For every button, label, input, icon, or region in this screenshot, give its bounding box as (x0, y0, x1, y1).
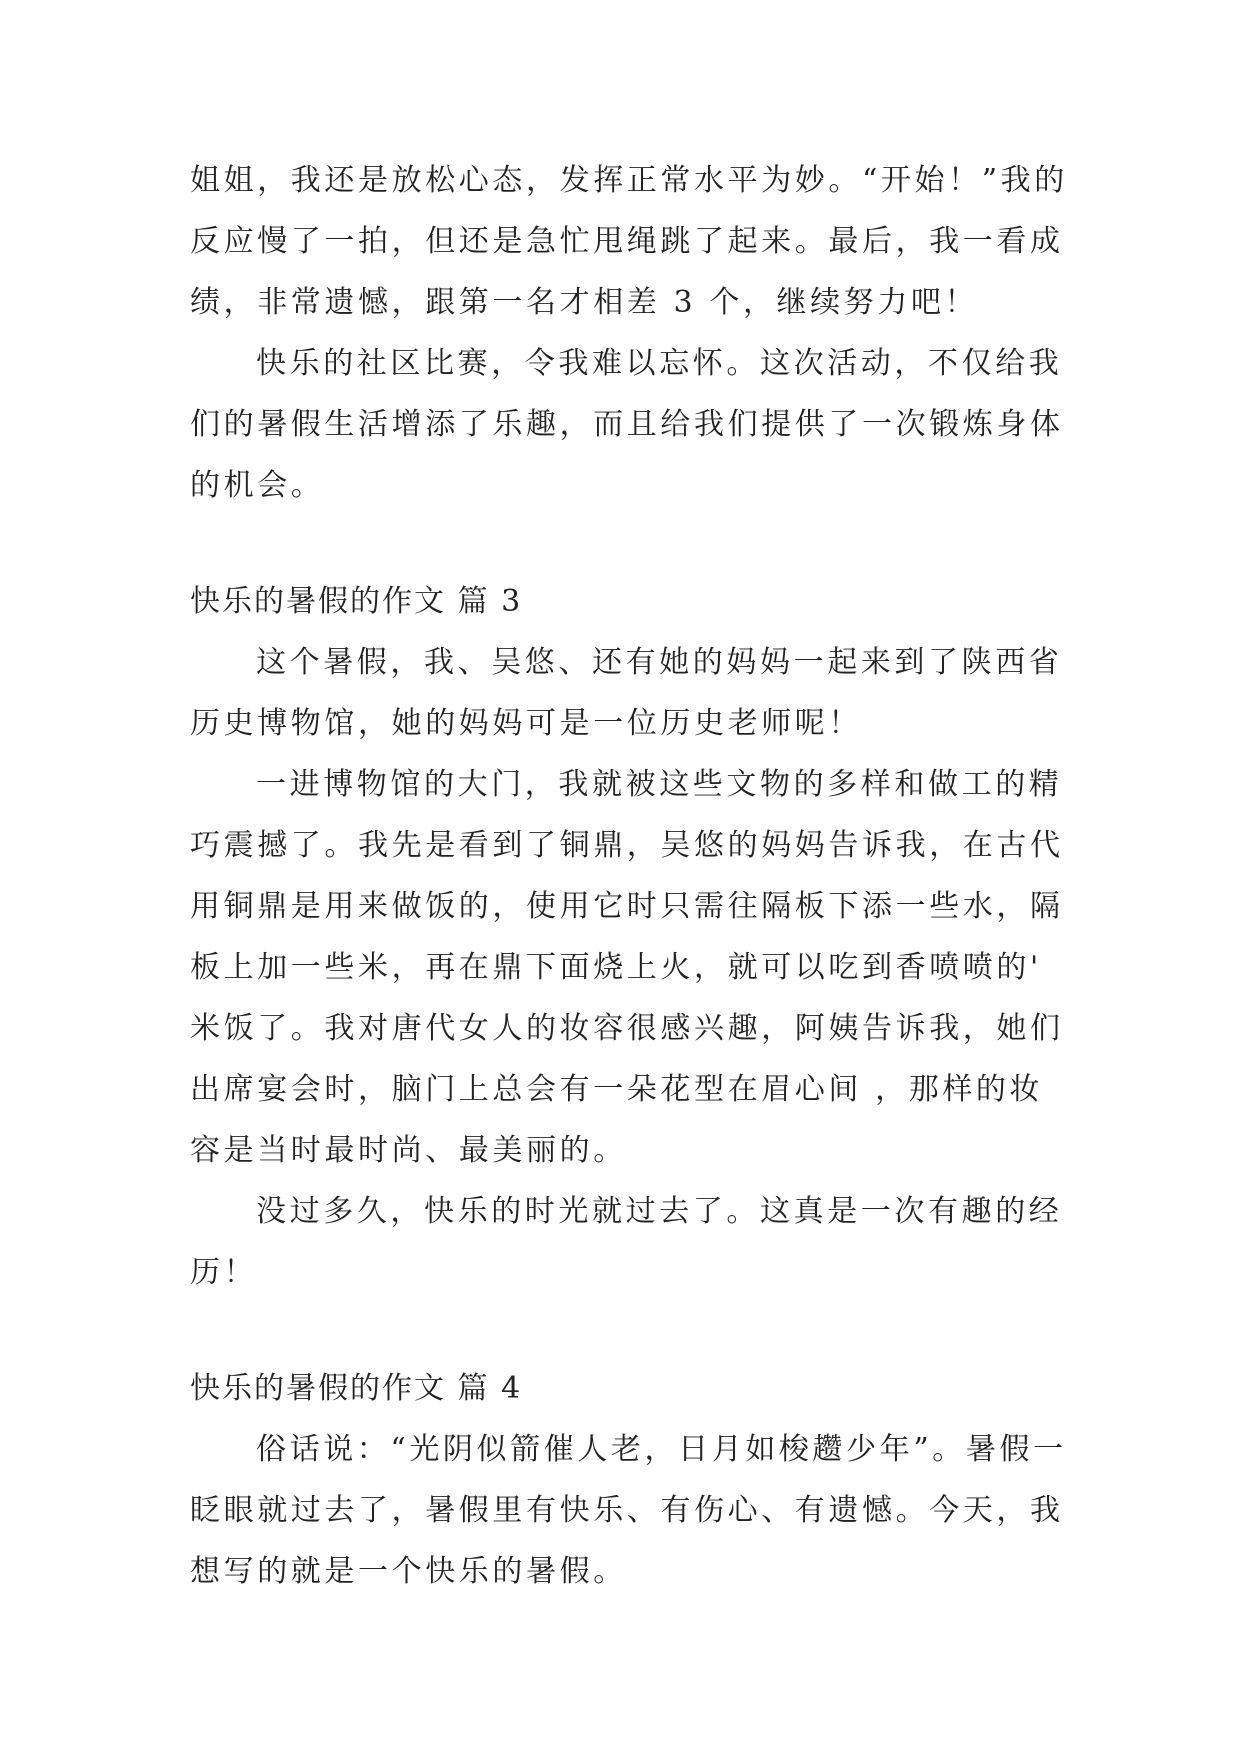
section-gap (190, 516, 1052, 571)
text-line: 快乐的社区比赛，令我难以忘怀。这次活动，不仅给我 (256, 346, 1063, 381)
text-line: 姐姐，我还是放松心态，发挥正常水平为妙。“开始！”我的 (190, 163, 1068, 198)
section-gap (190, 1303, 1052, 1358)
text-line: 绩，非常遗憾，跟第一名才相差 3 个，继续努力吧！ (190, 285, 979, 320)
text-line: 反应慢了一拍，但还是急忙甩绳跳了起来。最后，我一看成 (190, 224, 1064, 259)
text-line: 出席宴会时，脑门上总会有一朵花型在眉心间 ，那样的妆 (190, 1072, 1044, 1107)
text-line: 没过多久，快乐的时光就过去了。这真是一次有趣的经 (256, 1194, 1063, 1229)
section-3 (190, 571, 1064, 1303)
paragraph (190, 632, 1063, 754)
text-line: 用铜鼎是用来做饭的，使用它时只需往隔板下添一些水，隔 (190, 889, 1064, 924)
paragraph (190, 1419, 1067, 1602)
text-line: 历史博物馆，她的妈妈可是一位历史老师呢！ (190, 706, 862, 741)
paragraph (190, 333, 1064, 516)
text-line: 米饭了。我对唐代女人的妆容很感兴趣，阿姨告诉我，她们 (190, 1011, 1064, 1046)
text-line: 眨眼就过去了，暑假里有快乐、有伤心、有遗憾。今天，我 (190, 1493, 1064, 1528)
text-line: 板上加一些米，再在鼎下面烧上火，就可以吃到香喷喷的' (190, 950, 1042, 985)
text-line: 容是当时最时尚、最美丽的。 (190, 1133, 627, 1168)
text-line: 们的暑假生活增添了乐趣，而且给我们提供了一次锻炼身体 (190, 407, 1064, 442)
paragraph (190, 150, 1068, 333)
text-line: 的机会。 (190, 468, 325, 503)
text-line: 这个暑假，我、吴悠、还有她的妈妈一起来到了陕西省 (256, 645, 1063, 680)
text-line: 历！ (190, 1255, 258, 1290)
text-line: 想写的就是一个快乐的暑假。 (190, 1554, 627, 1589)
text-line: 一进博物馆的大门，我就被这些文物的多样和做工的精 (256, 767, 1063, 802)
text-line: 俗话说：“光阴似箭催人老，日月如梭趱少年”。暑假一 (256, 1432, 1067, 1467)
section-heading: 快乐的暑假的作文 篇 3 (190, 584, 523, 619)
section-4 (190, 1358, 1067, 1602)
document-page (190, 150, 1068, 1602)
section-heading: 快乐的暑假的作文 篇 4 (190, 1371, 523, 1406)
paragraph (190, 1181, 1063, 1303)
text-line: 巧震撼了。我先是看到了铜鼎，吴悠的妈妈告诉我，在古代 (190, 828, 1064, 863)
paragraph (190, 754, 1064, 1181)
